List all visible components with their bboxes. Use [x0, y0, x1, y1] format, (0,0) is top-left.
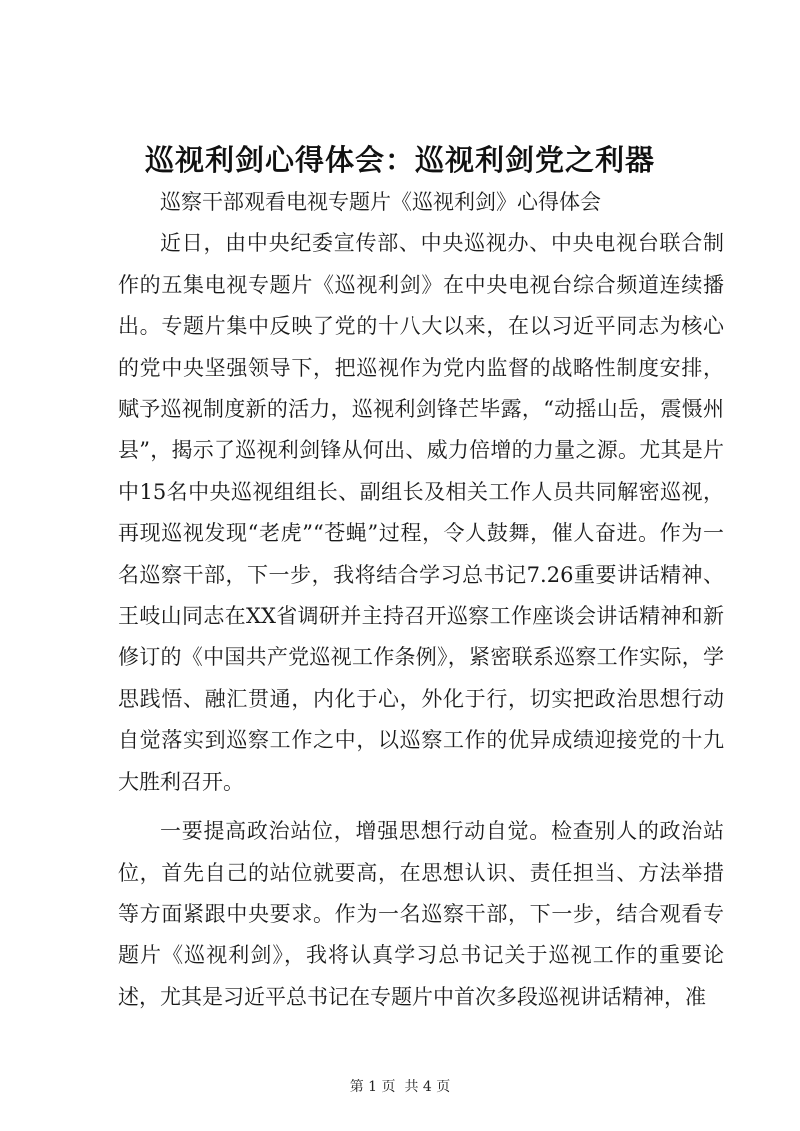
subtitle-line: 巡察干部观看电视专题片《巡视利剑》心得体会: [160, 190, 601, 214]
document-title: 巡视利剑心得体会：巡视利剑党之利器: [144, 143, 655, 177]
paragraph-intro: 近日，由中央纪委宣传部、中央巡视办、中央电视台联合制作的五集电视专题片《巡视利剑》在中央电视台综合频道连续播出。专题片集中反映了党的十八大以来，在以习近平同志为核心的党中央坚强领导下，把巡视作为党内监督的战略性制度安排，赋予巡视制度新的活力，巡视利剑锋芒毕露，“动摇山岳，震慑州县”，揭示了巡视利剑锋从何出、威力倍增的力量之源。尤其是片中15名中央巡视组组长、副组长及相关工作人员共同解密巡视，再现巡视发现“老虎”“苍蝇”过程，令人鼓舞，催人奋进。作为一名巡察干部，下一步，我将结合学习总书记7.26重要讲话精神、王岐山同志在XX省调研并主持召开巡察工作座谈会讲话精神和新修订的《中国共产党巡视工作条例》，紧密联系巡察工作实际，学思践悟、融汇贯通，内化于心，外化于行，切实把政治思想行动自觉落实到巡察工作之中，以巡察工作的优异成绩迎接党的十九大胜利召开。: [118, 231, 724, 794]
paragraph-first-point: 一要提高政治站位，增强思想行动自觉。检查别人的政治站位，首先自己的站位就要高，在思想认识、责任担当、方法举措等方面紧跟中央要求。作为一名巡察干部，下一步，结合观看专题片《巡视利剑》，我将认真学习总书记关于巡视工作的重要论述，尤其是习近平总书记在专题片中首次多段巡视讲话精神，准: [118, 819, 724, 1009]
page-number-label: 第 1 页 共 4 页: [349, 1079, 451, 1095]
page-footer: [0, 1077, 800, 1097]
document-body: [118, 182, 724, 1018]
